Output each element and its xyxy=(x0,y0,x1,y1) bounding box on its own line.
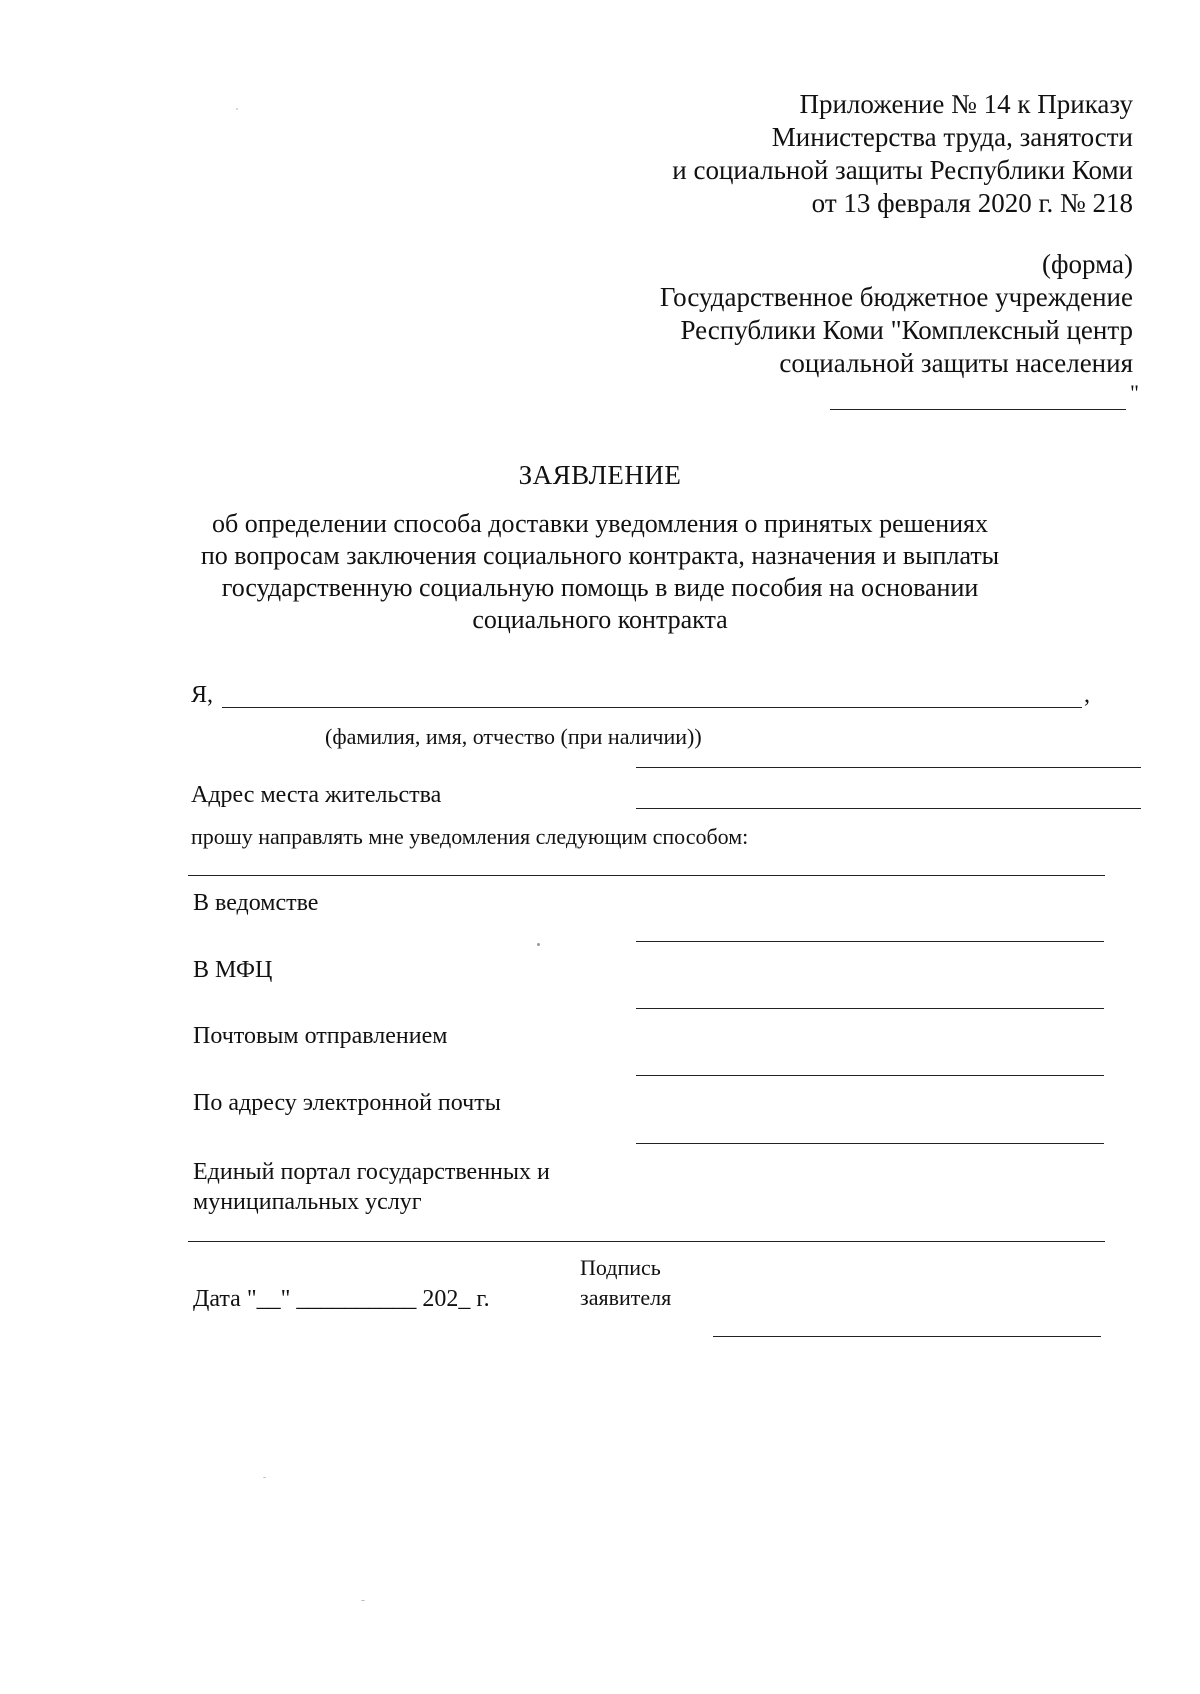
delivery-method-portal-line-2: муниципальных услуг xyxy=(193,1189,422,1215)
delivery-method-mfc-line[interactable] xyxy=(636,1008,1104,1009)
addressee-line-3: социальной защиты населения xyxy=(779,348,1133,378)
scan-speck xyxy=(361,1600,365,1601)
addressee-line-1: Государственное бюджетное учреждение xyxy=(659,282,1133,312)
addressee-line-2: Республики Коми "Комплексный центр xyxy=(680,315,1133,345)
delivery-method-email: По адресу электронной почты xyxy=(193,1090,501,1116)
delivery-method-post-line[interactable] xyxy=(636,1075,1104,1076)
applicant-name-line[interactable] xyxy=(222,707,1082,708)
appendix-line-3: и социальной защиты Республики Коми xyxy=(672,155,1133,185)
address-line-1[interactable] xyxy=(636,767,1141,768)
appendix-reference xyxy=(672,88,1133,220)
appendix-line-1: Приложение № 14 к Приказу xyxy=(799,89,1133,119)
form-mark: (форма) xyxy=(1042,249,1133,279)
signature-label xyxy=(580,1253,671,1313)
subtitle-line-3: государственную социальную помощь в виде пособия на основании xyxy=(221,573,979,602)
subtitle-line-2: по вопросам заключения социального контракта, назначения и выплаты xyxy=(200,541,1000,570)
delivery-method-portal-line-1: Единый портал государственных и xyxy=(193,1159,550,1185)
delivery-method-email-line[interactable] xyxy=(636,1143,1104,1144)
applicant-prefix: Я, xyxy=(191,682,214,708)
address-line-2[interactable] xyxy=(636,808,1141,809)
applicant-suffix: , xyxy=(1084,682,1090,708)
delivery-method-portal xyxy=(193,1157,550,1217)
document-title: ЗАЯВЛЕНИЕ xyxy=(518,460,682,490)
delivery-method-post: Почтовым отправлением xyxy=(193,1023,448,1049)
subtitle-line-4: социального контракта xyxy=(472,605,728,634)
addressee-closing-quote: " xyxy=(1130,380,1139,405)
request-text: прошу направлять мне уведомления следующим способом: xyxy=(191,824,749,849)
delivery-method-mfc: В МФЦ xyxy=(193,957,273,983)
delivery-method-agency-line[interactable] xyxy=(636,941,1104,942)
scan-speck xyxy=(537,943,540,946)
addressee-blank-line[interactable] xyxy=(830,409,1126,410)
subtitle-line-1: об определении способа доставки уведомления о принятых решениях xyxy=(212,509,988,538)
signature-label-line-2: заявителя xyxy=(580,1285,672,1310)
address-label: Адрес места жительства xyxy=(191,782,442,808)
appendix-line-2: Министерства труда, занятости xyxy=(771,122,1133,152)
date-field[interactable]: Дата "__" __________ 202_ г. xyxy=(193,1286,490,1312)
addressee-block xyxy=(660,248,1133,380)
signature-label-line-1: Подпись xyxy=(580,1255,661,1280)
methods-bottom-rule xyxy=(188,1241,1105,1242)
appendix-line-4: от 13 февраля 2020 г. № 218 xyxy=(811,188,1133,218)
scan-speck xyxy=(263,1477,266,1478)
delivery-method-agency: В ведомстве xyxy=(193,890,319,916)
signature-line[interactable] xyxy=(713,1336,1101,1337)
scan-speck xyxy=(236,108,238,110)
methods-top-rule xyxy=(188,875,1105,876)
applicant-name-hint: (фамилия, имя, отчество (при наличии)) xyxy=(325,724,702,749)
document-subtitle xyxy=(0,508,1200,636)
